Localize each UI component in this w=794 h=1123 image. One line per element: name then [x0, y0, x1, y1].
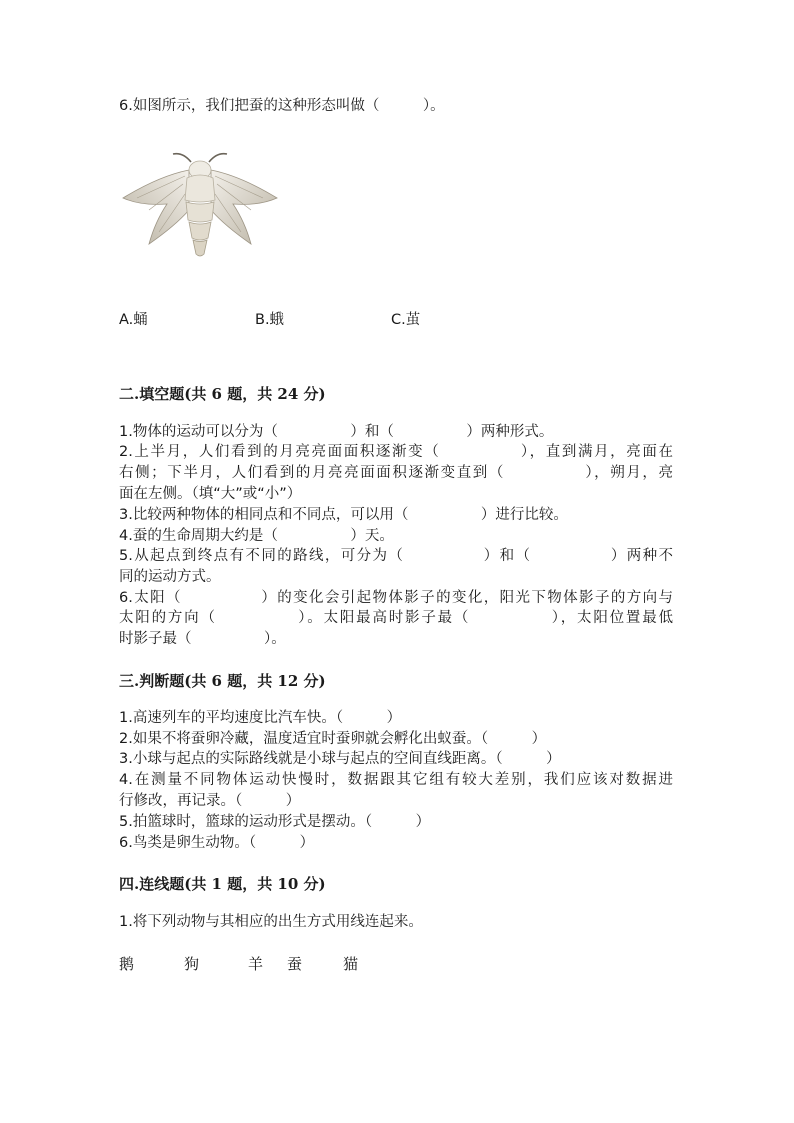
animal-goose: 鹅	[119, 955, 135, 973]
section-4-heading: 四.连线题(共 1 题，共 10 分)	[119, 875, 326, 893]
section-2-heading: 二.填空题(共 6 题，共 24 分)	[119, 385, 326, 403]
animal-cat: 猫	[343, 955, 359, 973]
fill-q2-line2: 右侧；下半月，人们看到的月亮亮面面积逐渐变直到（ ），朔月，亮	[119, 465, 673, 481]
judge-q4-line2: 行修改，再记录。（ ）	[119, 793, 301, 809]
animal-dog: 狗	[184, 955, 200, 973]
fill-q4: 4.蚕的生命周期大约是（ ）天。	[119, 528, 394, 544]
animal-sheep: 羊	[248, 955, 264, 973]
option-a: A.蛹	[119, 312, 148, 328]
judge-q3: 3.小球与起点的实际路线就是小球与起点的空间直线距离。（ ）	[119, 751, 561, 767]
animal-silkworm: 蚕	[287, 955, 303, 973]
fill-q5-line2: 同的运动方式。	[119, 569, 221, 585]
judge-q5: 5.拍篮球时，篮球的运动形式是摆动。（ ）	[119, 814, 431, 830]
option-b: B.蛾	[255, 312, 285, 328]
fill-q5-line1: 5.从起点到终点有不同的路线，可分为（ ）和（ ）两种不	[119, 548, 673, 564]
fill-q6-line3: 时影子最（ ）。	[119, 631, 286, 647]
option-c: C.茧	[391, 312, 421, 328]
judge-q4-line1: 4.在测量不同物体运动快慢时，数据跟其它组有较大差别，我们应该对数据进	[119, 772, 673, 788]
fill-q2-line3: 面在左侧。（填“大”或“小”）	[119, 486, 302, 502]
question-6-moth: 6.如图所示，我们把蚕的这种形态叫做（ ）。	[119, 98, 445, 114]
section-3-heading: 三.判断题(共 6 题，共 12 分)	[119, 672, 326, 690]
fill-q6-line2: 太阳的方向（ ）。太阳最高时影子最（ ），太阳位置最低	[119, 610, 673, 626]
judge-q6: 6.鸟类是卵生动物。（ ）	[119, 835, 315, 851]
fill-q6-line1: 6.太阳（ ）的变化会引起物体影子的变化，阳光下物体影子的方向与	[119, 590, 673, 606]
fill-q3: 3.比较两种物体的相同点和不同点，可以用（ ）进行比较。	[119, 507, 568, 523]
match-q1: 1.将下列动物与其相应的出生方式用线连起来。	[119, 914, 423, 930]
judge-q2: 2.如果不将蚕卵冷藏，温度适宜时蚕卵就会孵化出蚁蚕。（ ）	[119, 731, 547, 747]
fill-q1: 1.物体的运动可以分为（ ）和（ ）两种形式。	[119, 424, 554, 440]
silkworm-moth-image	[119, 148, 281, 268]
judge-q1: 1.高速列车的平均速度比汽车快。（ ）	[119, 710, 402, 726]
fill-q2-line1: 2.上半月，人们看到的月亮亮面面积逐渐变（ ），直到满月，亮面在	[119, 444, 673, 460]
